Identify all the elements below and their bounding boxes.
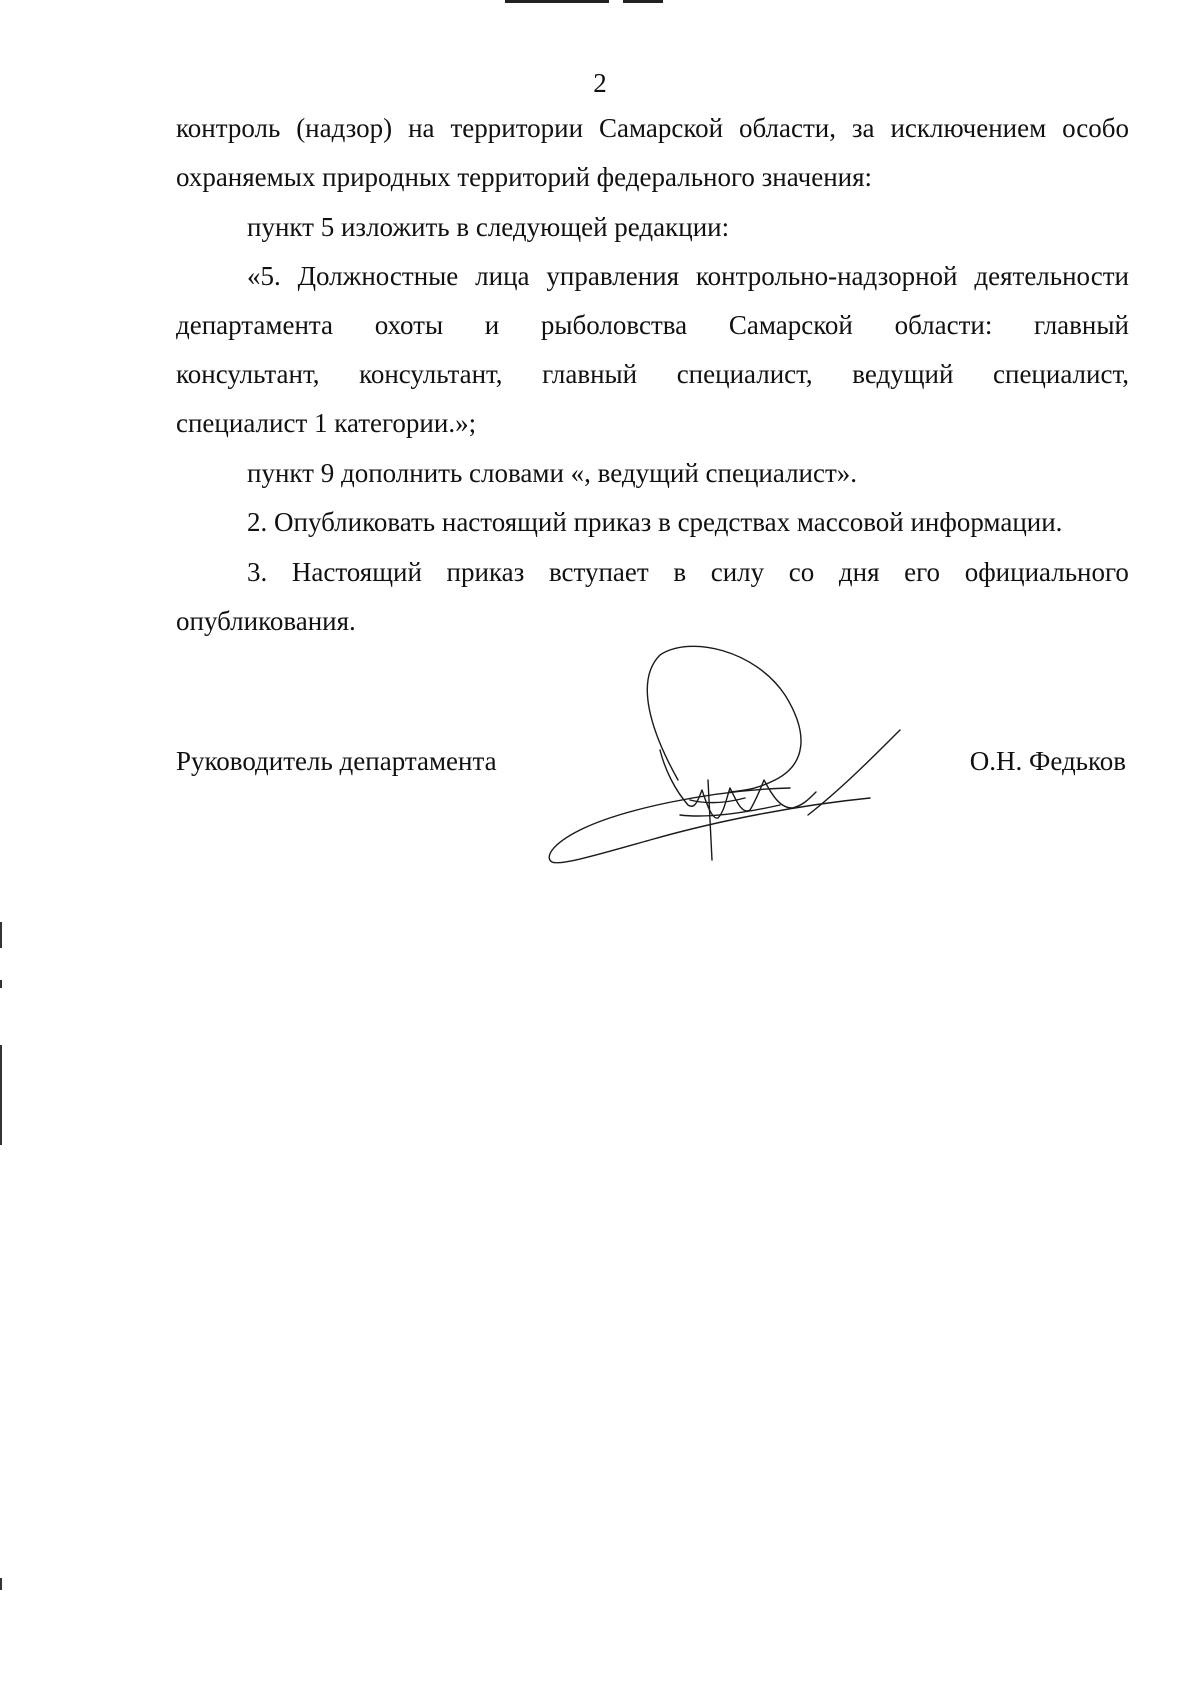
word: консультант, bbox=[359, 359, 503, 389]
word: специалист, bbox=[676, 359, 813, 389]
word: управления bbox=[546, 261, 680, 291]
scan-mark-edge-1 bbox=[0, 922, 2, 948]
page-number: 2 bbox=[593, 68, 607, 98]
body-line-11: опубликования. bbox=[176, 606, 356, 636]
scan-mark-top-right bbox=[623, 0, 663, 3]
body-line-3: пункт 5 изложить в следующей редакции: bbox=[247, 212, 730, 242]
word: лица bbox=[475, 261, 530, 291]
word: вступает bbox=[548, 557, 649, 587]
scan-mark-edge-4 bbox=[0, 1578, 2, 1590]
word: деятельности bbox=[974, 261, 1129, 291]
body-line-5 bbox=[176, 308, 1129, 342]
body-line-4 bbox=[247, 259, 1129, 293]
signatory-name: О.Н. Федьков bbox=[969, 746, 1126, 776]
word: департамента bbox=[176, 310, 334, 340]
word: Самарской bbox=[598, 113, 724, 143]
word: консультант, bbox=[176, 359, 320, 389]
body-line-9: 2. Опубликовать настоящий приказ в средствах массовой информации. bbox=[247, 507, 1063, 537]
word: контроль bbox=[176, 113, 281, 143]
word: области: bbox=[894, 310, 993, 340]
word: за bbox=[851, 113, 875, 143]
scan-mark-top-left bbox=[505, 0, 609, 3]
word: «5. bbox=[247, 261, 281, 291]
body-line-10 bbox=[247, 555, 1129, 589]
word: и bbox=[484, 310, 500, 340]
word: силу bbox=[710, 557, 765, 587]
body-line-1 bbox=[176, 111, 1129, 145]
body-line-2: охраняемых природных территорий федерального значения: bbox=[176, 162, 873, 192]
body-line-7: специалист 1 категории.»; bbox=[176, 408, 477, 438]
word: приказ bbox=[446, 557, 525, 587]
word: дня bbox=[838, 557, 880, 587]
word: официального bbox=[964, 557, 1129, 587]
word: главный bbox=[542, 359, 638, 389]
word: территории bbox=[450, 113, 584, 143]
word: главный bbox=[1034, 310, 1129, 340]
word: Должностные bbox=[297, 261, 459, 291]
word: рыболовства bbox=[540, 310, 688, 340]
word: особо bbox=[1062, 113, 1129, 143]
word: ведущий bbox=[852, 359, 954, 389]
word: исключением bbox=[890, 113, 1047, 143]
word: его bbox=[904, 557, 941, 587]
body-line-6 bbox=[176, 357, 1129, 391]
handwritten-signature bbox=[540, 640, 920, 890]
word: в bbox=[673, 557, 687, 587]
word: Настоящий bbox=[291, 557, 422, 587]
scan-mark-edge-2 bbox=[0, 980, 2, 988]
word: (надзор) bbox=[296, 113, 393, 143]
signatory-title: Руководитель департамента bbox=[176, 746, 497, 776]
body-line-8: пункт 9 дополнить словами «, ведущий специалист». bbox=[247, 458, 858, 488]
word: 3. bbox=[247, 557, 268, 587]
word: охоты bbox=[374, 310, 444, 340]
word: контрольно-надзорной bbox=[695, 261, 958, 291]
word: на bbox=[408, 113, 435, 143]
word: специалист, bbox=[993, 359, 1129, 389]
word: области, bbox=[738, 113, 836, 143]
word: со bbox=[788, 557, 815, 587]
word: Самарской bbox=[728, 310, 853, 340]
scan-mark-edge-3 bbox=[0, 1045, 2, 1145]
